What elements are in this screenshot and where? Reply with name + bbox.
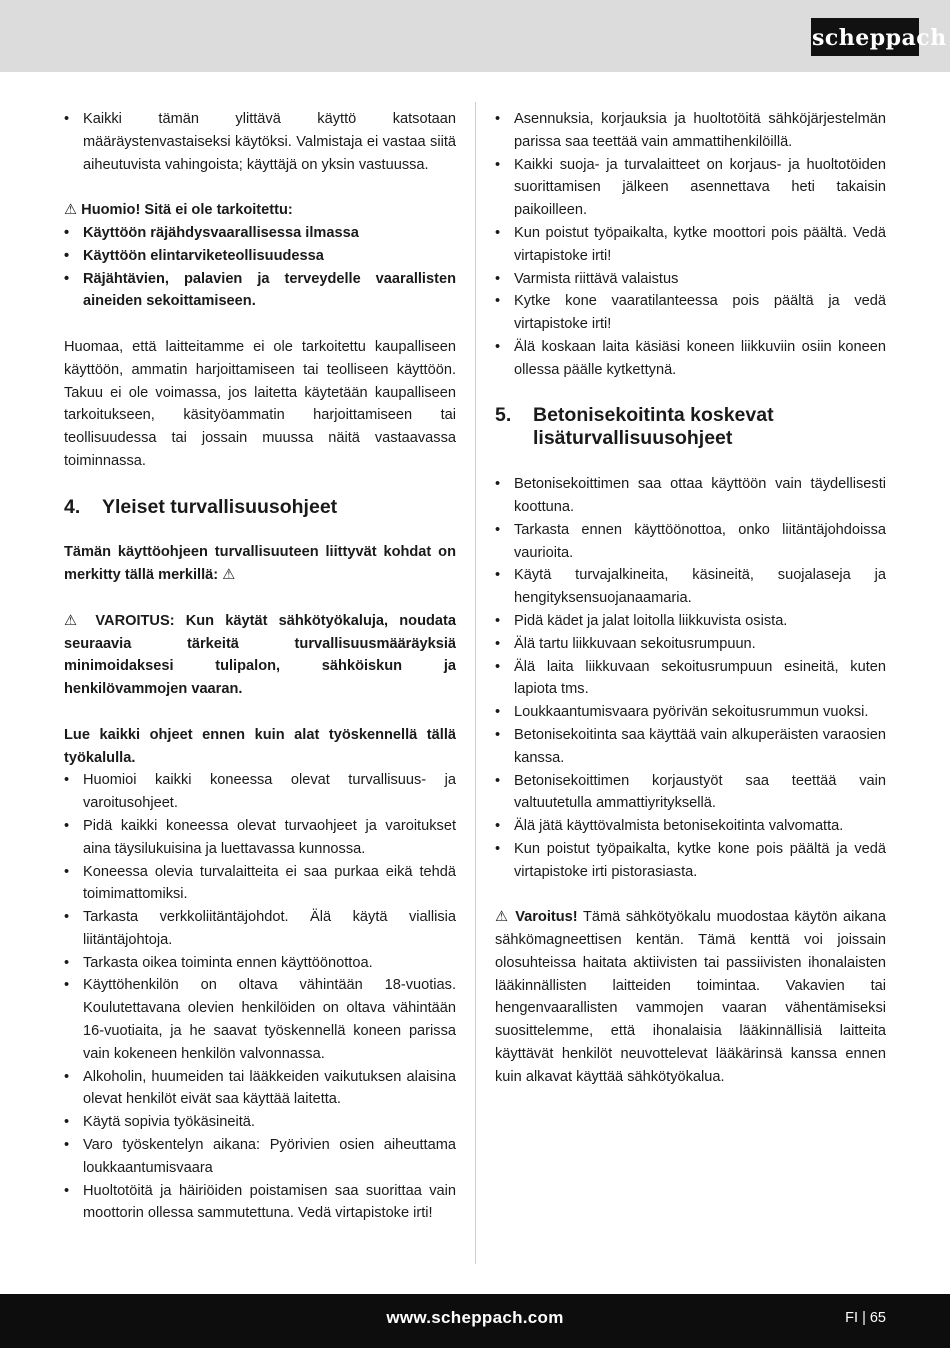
list-item: • Pidä kädet ja jalat loitolla liikkuvista osista.	[495, 610, 886, 633]
list-item: • Älä jätä käyttövalmista betonisekoitinta valvomatta.	[495, 815, 886, 838]
list-item: • Alkoholin, huumeiden tai lääkkeiden vaikutuksen alaisina olevat henkilöt eivät saa käyttää laitetta.	[64, 1066, 456, 1112]
header-band	[0, 0, 950, 72]
section-number: 4.	[64, 495, 81, 518]
not-intended-heading: ⚠ Huomio! Sitä ei ole tarkoitettu:	[64, 202, 293, 219]
list-item: • Räjähtävien, palavien ja terveydelle vaarallisten aineiden sekoittamiseen.	[64, 268, 456, 314]
warning-triangle-icon: ⚠	[64, 612, 85, 629]
list-item: • Käyttöön räjähdysvaarallisessa ilmassa	[64, 222, 456, 245]
list-item: • Käytä turvajalkineita, käsineitä, suojalaseja ja hengityksensuojanaamaria.	[495, 564, 886, 610]
section-4-warning: ⚠ VAROITUS: Kun käytät sähkötyökaluja, noudata seuraavia tärkeitä turvallisuusmääräyksiä minimoidaksesi tulipalon, sähköiskun ja henkilövammojen vaaran.	[64, 612, 457, 698]
left-column	[64, 108, 456, 1225]
list-item: • Käyttöön elintarviketeollisuudessa	[64, 245, 456, 268]
section-number: 5.	[495, 404, 512, 427]
section-title: Yleiset turvallisuusohjeet	[102, 495, 338, 518]
list-item: • Älä koskaan laita käsiäsi koneen liikkuviin osiin koneen ollessa päälle kytkettynä.	[495, 336, 886, 382]
list-item: • Varo työskentelyn aikana: Pyörivien osien aiheuttama loukkaantumisvaara	[64, 1134, 456, 1180]
list-item: • Pidä kaikki koneessa olevat turvaohjeet ja varoitukset aina täysilukuisina ja luettavassa kunnossa.	[64, 815, 456, 861]
intro-list	[64, 108, 456, 176]
list-item: • Älä laita liikkuvaan sekoitusrumpuun esineitä, kuten lapiota tms.	[495, 656, 886, 702]
list-item: • Älä tartu liikkuvaan sekoitusrumpuun.	[495, 633, 886, 656]
list-item: • Betonisekoittimen saa ottaa käyttöön vain täydellisesti koottuna.	[495, 473, 886, 519]
commercial-note: Huomaa, että laitteitamme ei ole tarkoitettu kaupalliseen käyttöön, ammatin harjoittamiseen tai teolliseen käyttöön. Takuu ei ole voimassa, jos laitetta käytetään kaupalliseen tarkoitukseen, käsityöammatin harjoittamiseen tai teollisuudessa tai jossain muussa näitä vastaavassa toiminnassa.	[64, 338, 456, 469]
list-item: • Koneessa olevia turvalaitteita ei saa purkaa eikä tehdä toimimattomiksi.	[64, 861, 456, 907]
general-safety-list	[64, 769, 456, 1225]
list-item: • Huomioi kaikki koneessa olevat turvallisuus- ja varoitusohjeet.	[64, 769, 456, 815]
warning-triangle-icon: ⚠	[64, 202, 78, 219]
page-number: FI | 65	[845, 1310, 886, 1326]
list-item: • Käyttöhenkilön on oltava vähintään 18-vuotias. Koulutettavana olevien henkilöiden on oltava vähintään 16-vuotiaita, ja he saavat työskennellä koneen parissa vain kokeneen henkilön valvonnassa.	[64, 974, 456, 1065]
brand-logo: scheppach	[811, 18, 919, 56]
list-item: • Kytke kone vaaratilanteessa pois päältä ja vedä virtapistoke irti!	[495, 290, 886, 336]
footer-website-link[interactable]: www.scheppach.com	[386, 1308, 564, 1327]
list-item: • Kun poistut työpaikalta, kytke moottori pois päältä. Vedä virtapistoke irti!	[495, 222, 886, 268]
list-item: • Betonisekoitinta saa käyttää vain alkuperäisten varaosien kanssa.	[495, 724, 886, 770]
warning-triangle-icon: ⚠	[495, 909, 510, 926]
list-item: • Tarkasta oikea toiminta ennen käyttöönottoa.	[64, 952, 456, 975]
mixer-safety-list	[495, 473, 886, 883]
section-5-heading	[495, 404, 886, 450]
section-title: Betonisekoitinta koskevat lisäturvallisuusohjeet	[533, 404, 774, 450]
list-item: • Huoltotöitä ja häiriöiden poistamisen saa suorittaa vain moottorin ollessa sammutettuna. Vedä virtapistoke irti!	[64, 1180, 456, 1226]
list-item: • Tarkasta verkkoliitäntäjohdot. Älä käytä viallisia liitäntäjohtoja.	[64, 906, 456, 952]
list-item: • Kaikki tämän ylittävä käyttö katsotaan määräystenvastaiseksi käytöksi. Valmistaja ei vastaa siitä aiheutuvista vahingoista; käyttäjä on yksin vastuussa.	[64, 108, 456, 176]
emf-warning	[495, 906, 886, 1088]
section-4-heading	[64, 496, 456, 519]
right-column	[495, 108, 886, 1089]
maintenance-list	[495, 108, 886, 382]
column-divider	[475, 102, 476, 1264]
list-item: • Varmista riittävä valaistus	[495, 268, 886, 291]
section-4-read-instructions: Lue kaikki ohjeet ennen kuin alat työskennellä tällä työkalulla.	[64, 726, 456, 766]
list-item: • Asennuksia, korjauksia ja huoltotöitä sähköjärjestelmän parissa saa teettää vain ammattihenkilöillä.	[495, 108, 886, 154]
warning-triangle-icon: ⚠	[222, 567, 236, 584]
list-item: • Kaikki suoja- ja turvalaitteet on korjaus- ja huoltotöiden suorittamisen jälkeen asennettava heti takaisin paikoilleen.	[495, 154, 886, 222]
list-item: • Tarkasta ennen käyttöönottoa, onko liitäntäjohdoissa vaurioita.	[495, 519, 886, 565]
warning-label: Varoitus!	[515, 909, 578, 926]
not-intended-list	[64, 222, 456, 313]
list-item: • Kun poistut työpaikalta, kytke kone pois päältä ja vedä virtapistoke irti pistorasiasta.	[495, 838, 886, 884]
list-item: • Loukkaantumisvaara pyörivän sekoitusrummun vuoksi.	[495, 701, 886, 724]
footer-band	[0, 1294, 950, 1348]
section-4-intro: Tämän käyttöohjeen turvallisuuteen liittyvät kohdat on merkitty tällä merkillä: ⚠	[64, 544, 456, 584]
list-item: • Betonisekoittimen korjaustyöt saa teettää vain valtuutetulla ammattiyrityksellä.	[495, 770, 886, 816]
list-item: • Käytä sopivia työkäsineitä.	[64, 1111, 456, 1134]
warning-text: Tämä sähkötyökalu muodostaa käytön aikana sähkömagneettisen kentän. Tämä kenttä voi joissain olosuhteissa haitata aktiivisten tai passiivisten ihonalaisten lääkinnällisten laitteiden toimintaa. Vakavien tai hengenvaarallisten vammojen vaaran vähentämiseksi suosittelemme, että ihonalaisia lääkinnällisiä laitteita käyttävät henkilöt neuvottelevat lääkärinsä kanssa ennen kuin alkavat käyttää sähkötyökalua.	[495, 909, 886, 1085]
